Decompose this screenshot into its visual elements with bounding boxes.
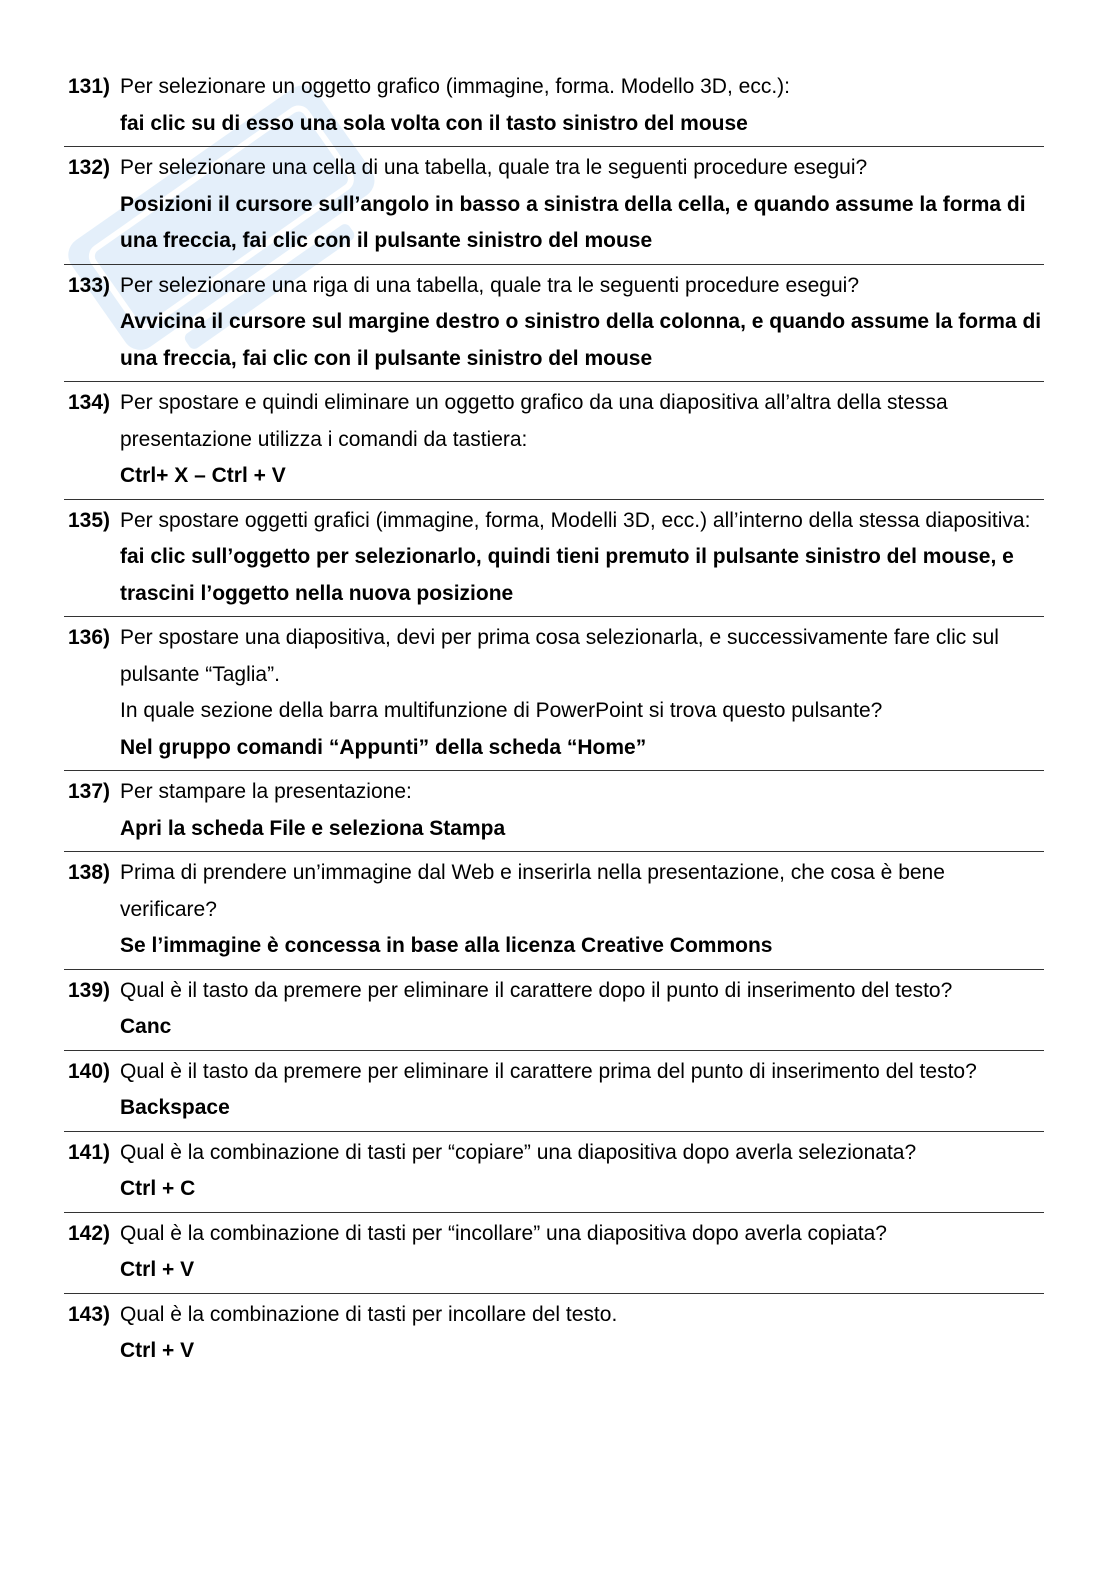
answer-text: Ctrl + V [120,1339,195,1362]
answer-text: Posizioni il cursore sull’angolo in basso a sinistra della cella, e quando assume la forma di una freccia, fai clic con il pulsante sinistro del mouse [120,192,1026,252]
question-text: Per selezionare una riga di una tabella, quale tra le seguenti procedure esegui? [120,273,859,297]
question-text: Per spostare oggetti grafici (immagine, forma, Modelli 3D, ecc.) all’interno della stessa diapositiva: [120,508,1031,532]
question-text: Qual è la combinazione di tasti per “copiare” una diapositiva dopo averla selezionata? [120,1140,917,1164]
question-text: Per selezionare una cella di una tabella, quale tra le seguenti procedure esegui? [120,156,868,179]
question-number: 141) [68,1140,111,1164]
answer-text: Canc [120,1015,172,1038]
qa-item-134 [64,382,1044,500]
answer-text: Backspace [120,1096,230,1119]
qa-item-142 [64,1213,1044,1294]
qa-item-137 [64,771,1044,852]
qa-item-133 [64,265,1044,383]
question-number: 136) [68,626,111,649]
qa-item-132 [64,147,1044,265]
question-number: 137) [68,780,111,803]
question-text: Prima di prendere un’immagine dal Web e inserirla nella presentazione, che cosa è bene verificare? [120,861,945,921]
question-number: 139) [68,978,111,1002]
question-number: 142) [68,1221,111,1245]
qa-item-140 [64,1051,1044,1132]
answer-text: fai clic sull’oggetto per selezionarlo, quindi tieni premuto il pulsante sinistro del mouse, e trascini l’oggetto nella nuova posizione [120,545,1014,605]
qa-item-139 [64,970,1044,1051]
answer-text: Ctrl + V [120,1258,195,1281]
qa-item-138 [64,852,1044,970]
question-number: 138) [68,861,111,884]
answer-text: Ctrl + C [120,1177,196,1200]
qa-item-143 [64,1294,1044,1374]
question-text: Per selezionare un oggetto grafico (immagine, forma. Modello 3D, ecc.): [120,75,790,98]
answer-text: Avvicina il cursore sul margine destro o sinistro della colonna, e quando assume la forma di una freccia, fai clic con il pulsante sinistro del mouse [120,310,1042,370]
question-number: 132) [68,156,111,179]
qa-list [64,66,1044,1374]
question-text: Qual è la combinazione di tasti per “incollare” una diapositiva dopo averla copiata? [120,1221,887,1245]
question-text: Qual è il tasto da premere per eliminare il carattere prima del punto di inserimento del testo? [120,1059,977,1083]
qa-item-136 [64,617,1044,771]
question-number: 143) [68,1302,111,1326]
answer-text: Apri la scheda File e seleziona Stampa [120,816,506,840]
question-text: Per stampare la presentazione: [120,780,412,803]
answer-text: fai clic su di esso una sola volta con il tasto sinistro del mouse [120,111,748,135]
question-text: Per spostare e quindi eliminare un oggetto grafico da una diapositiva all’altra della stessa presentazione utilizza i comandi da tastiera: [120,391,948,451]
question-number: 133) [68,273,111,297]
question-number: 135) [68,508,111,532]
question-number: 134) [68,391,111,414]
question-number: 131) [68,75,111,98]
qa-item-135 [64,500,1044,618]
qa-item-141 [64,1132,1044,1213]
question-text-followup: In quale sezione della barra multifunzione di PowerPoint si trova questo pulsante? [120,699,883,722]
answer-text: Nel gruppo comandi “Appunti” della scheda “Home” [120,735,647,759]
question-text: Qual è la combinazione di tasti per incollare del testo. [120,1302,618,1326]
qa-item-131 [64,66,1044,147]
question-text: Qual è il tasto da premere per eliminare il carattere dopo il punto di inserimento del testo? [120,978,953,1002]
question-number: 140) [68,1059,111,1083]
answer-text: Ctrl+ X – Ctrl + V [120,464,286,487]
answer-text: Se l’immagine è concessa in base alla licenza Creative Commons [120,934,773,957]
question-text: Per spostare una diapositiva, devi per prima cosa selezionarla, e successivamente fare clic sul pulsante “Taglia”. [120,626,999,686]
